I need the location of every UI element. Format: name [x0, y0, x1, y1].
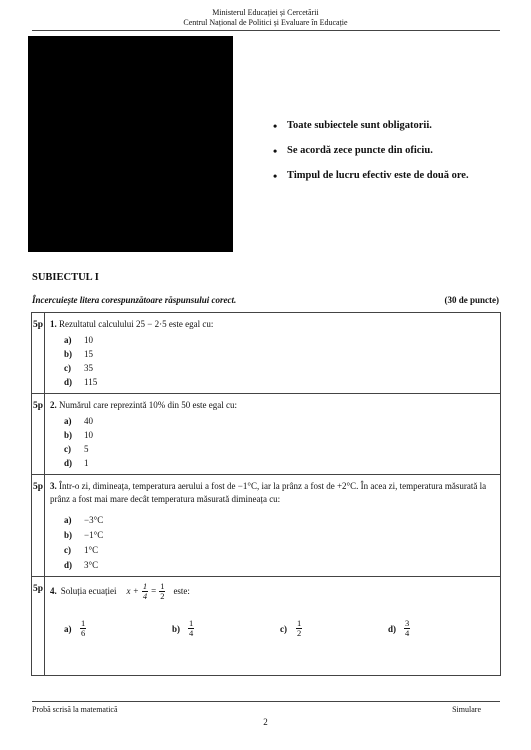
question-cell	[45, 313, 501, 394]
exam-rules-list	[273, 120, 469, 195]
question-cell	[45, 577, 501, 676]
question-prompt: Numărul care reprezintă 10% din 50 este egal cu:	[59, 400, 237, 410]
page-header	[0, 8, 531, 28]
option-label: d)	[64, 458, 73, 468]
center-name: Centrul Național de Politici și Evaluare în Educație	[183, 18, 348, 27]
redacted-block	[28, 36, 233, 252]
fraction-options	[64, 619, 496, 638]
option-label: c)	[64, 444, 72, 454]
rule-item: • Toate subiectele sunt obligatorii.	[273, 120, 469, 145]
subject-instruction: Încercuiește litera corespunzătoare răspunsului corect.	[32, 295, 237, 305]
morning-temperature: −1°C	[237, 481, 257, 491]
answer-option[interactable]	[280, 619, 388, 638]
option-label: c)	[280, 623, 288, 634]
answer-option[interactable]	[64, 512, 496, 527]
fraction	[159, 582, 165, 601]
option-value: 1	[84, 458, 89, 468]
answer-option[interactable]	[64, 414, 496, 428]
option-value: 1°C	[84, 544, 99, 555]
equation	[127, 582, 166, 601]
footer-exam-name: Probă scrisă la matematică	[32, 705, 118, 714]
option-label: a)	[64, 623, 72, 634]
option-value: 115	[84, 377, 98, 387]
option-label: b)	[172, 623, 181, 634]
question-points: 5p	[32, 313, 45, 394]
rule-item: • Se acordă zece puncte din oficiu.	[273, 145, 469, 170]
fraction-denominator: 2	[160, 591, 165, 601]
question-number: 2.	[50, 400, 57, 410]
answer-option[interactable]	[64, 375, 496, 389]
option-label: d)	[64, 559, 73, 570]
option-value: 10	[84, 430, 94, 440]
rule-item: • Timpul de lucru efectiv este de două ore.	[273, 170, 469, 195]
option-label: a)	[64, 416, 72, 426]
footer-divider	[32, 701, 500, 702]
noon-temperature: +2°C	[336, 481, 357, 491]
option-value: 3°C	[84, 559, 99, 570]
question-text	[50, 480, 496, 506]
equals-sign: =	[151, 586, 157, 596]
option-fraction	[188, 619, 194, 638]
ministry-name: Ministerul Educației și Cercetării	[212, 8, 319, 17]
question-cell	[45, 394, 501, 475]
fraction	[142, 582, 148, 601]
subject-title: SUBIECTUL I	[32, 272, 99, 283]
option-label: b)	[64, 430, 73, 440]
question-prompt: Soluția ecuației	[60, 586, 117, 596]
fraction-numerator: 1	[297, 618, 302, 628]
question-text	[50, 399, 496, 412]
question-number: 1.	[50, 319, 57, 329]
fraction-numerator: 1	[142, 581, 148, 591]
fraction-numerator: 3	[405, 618, 410, 628]
page-number: 2	[263, 717, 268, 727]
question-prompt-mid: , iar la prânz a fost de	[256, 481, 335, 491]
answer-option[interactable]	[64, 619, 172, 638]
subject-points: (30 de puncte)	[444, 295, 499, 305]
question-points: 5p	[32, 577, 45, 676]
answer-option[interactable]	[64, 557, 496, 572]
answer-option[interactable]	[64, 527, 496, 542]
answer-option[interactable]	[388, 619, 496, 638]
math-expression: 25 − 2·5	[136, 319, 167, 329]
fraction-denominator: 4	[189, 628, 194, 638]
fraction-numerator: 1	[189, 618, 194, 628]
option-label: c)	[64, 544, 72, 555]
answer-option[interactable]	[64, 542, 496, 557]
option-value: −1°C	[84, 529, 104, 540]
question-row	[32, 394, 501, 475]
question-prompt-end: este egal cu:	[168, 319, 214, 329]
questions-table	[31, 312, 501, 676]
answer-option[interactable]	[64, 456, 496, 470]
question-prompt: Într-o zi, dimineața, temperatura aerului a fost de	[59, 481, 236, 491]
fraction-denominator: 4	[405, 628, 410, 638]
option-value: 5	[84, 444, 89, 454]
question-text	[50, 582, 496, 601]
option-value: 40	[84, 416, 94, 426]
question-row	[32, 475, 501, 577]
answer-option[interactable]	[64, 333, 496, 347]
option-fraction	[296, 619, 302, 638]
footer-exam-type: Simulare	[452, 705, 481, 714]
question-prompt: Rezultatul calculului	[59, 319, 134, 329]
answer-option[interactable]	[64, 442, 496, 456]
option-value: 35	[84, 363, 94, 373]
answer-option[interactable]	[64, 347, 496, 361]
fraction-denominator: 6	[81, 628, 86, 638]
question-prompt-end: . În acea zi, temperatura măsurată la prânz a fost mai mare decât temperatura măsurată dimineața cu:	[50, 481, 487, 504]
option-label: a)	[64, 335, 72, 345]
equation-lhs: x +	[126, 586, 139, 596]
answer-option[interactable]	[64, 428, 496, 442]
option-fraction	[80, 619, 86, 638]
fraction-numerator: 1	[160, 581, 165, 591]
question-row	[32, 577, 501, 676]
option-value: 15	[84, 349, 94, 359]
option-label: d)	[64, 377, 73, 387]
option-label: a)	[64, 514, 72, 525]
option-label: d)	[388, 623, 397, 634]
question-text	[50, 318, 496, 331]
question-row	[32, 313, 501, 394]
header-divider	[32, 30, 500, 31]
option-value: 10	[84, 335, 94, 345]
fraction-denominator: 2	[297, 628, 302, 638]
question-points: 5p	[32, 475, 45, 577]
question-prompt-end: este:	[173, 586, 190, 596]
option-label: c)	[64, 363, 72, 373]
question-number: 4.	[50, 586, 57, 596]
question-cell	[45, 475, 501, 577]
question-points: 5p	[32, 394, 45, 475]
option-label: b)	[64, 349, 73, 359]
fraction-numerator: 1	[81, 618, 86, 628]
answer-option[interactable]	[64, 361, 496, 375]
answer-option[interactable]	[172, 619, 280, 638]
option-label: b)	[64, 529, 73, 540]
option-value: −3°C	[84, 514, 104, 525]
question-number: 3.	[50, 481, 57, 491]
fraction-denominator: 4	[142, 591, 148, 601]
option-fraction	[404, 619, 410, 638]
